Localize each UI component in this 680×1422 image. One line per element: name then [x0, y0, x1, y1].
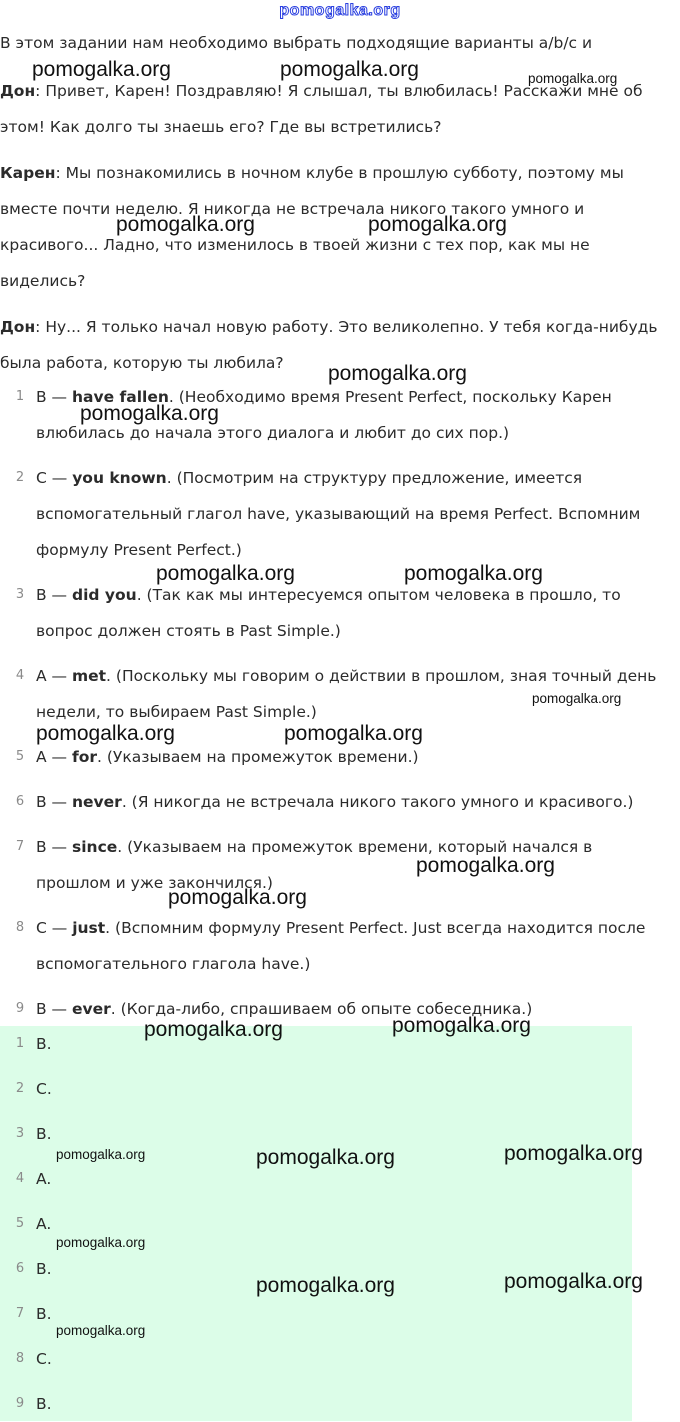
watermark: pomogalka.org: [56, 1235, 146, 1250]
watermark: pomogalka.org: [528, 71, 618, 86]
watermark: pomogalka.org: [32, 58, 171, 81]
item-number: 5: [15, 749, 25, 764]
item-number: 4: [15, 668, 25, 683]
speaker-name: Дон: [0, 318, 36, 336]
watermark: pomogalka.org: [156, 562, 295, 585]
item-number: 6: [15, 794, 25, 809]
item-number: 9: [15, 1001, 25, 1016]
watermark: pomogalka.org: [116, 213, 255, 236]
item-number: 8: [15, 920, 25, 935]
speaker-name: Карен: [0, 164, 56, 182]
watermark: pomogalka.org: [168, 886, 307, 909]
item-number: 1: [15, 389, 25, 404]
site-logo[interactable]: pomogalka.org: [279, 2, 401, 19]
watermark: pomogalka.org: [80, 402, 219, 425]
watermark: pomogalka.org: [56, 1147, 146, 1162]
watermark: pomogalka.org: [504, 1142, 643, 1165]
dialogue-line-don-1-cont: этом! Как долго ты знаешь его? Где вы встретились?: [0, 118, 442, 136]
watermark: pomogalka.org: [404, 562, 543, 585]
item-number: 7: [15, 839, 25, 854]
watermark: pomogalka.org: [280, 58, 419, 81]
watermark: pomogalka.org: [56, 1323, 146, 1338]
dialogue-line-karen-cont: вместе почти неделю. Я никогда не встречала никого такого умного и: [0, 200, 585, 218]
watermark: pomogalka.org: [256, 1146, 395, 1169]
speaker-name: Дон: [0, 82, 36, 100]
watermark: pomogalka.org: [504, 1270, 643, 1293]
intro-text: В этом задании нам необходимо выбрать подходящие варианты a/b/c и: [0, 34, 593, 52]
dialogue-line-don-2-cont: была работа, которую ты любила?: [0, 354, 284, 372]
watermark: pomogalka.org: [284, 722, 423, 745]
dialogue-line-karen: Карен: Мы познакомились в ночном клубе в прошлую субботу, поэтому мы: [0, 164, 624, 182]
dialogue-line-karen-cont: виделись?: [0, 272, 86, 290]
watermark: pomogalka.org: [328, 362, 467, 385]
watermark: pomogalka.org: [532, 691, 622, 706]
watermark: pomogalka.org: [256, 1274, 395, 1297]
item-number: 3: [15, 587, 25, 602]
watermark: pomogalka.org: [392, 1014, 531, 1037]
watermark: pomogalka.org: [36, 722, 175, 745]
watermark: pomogalka.org: [144, 1018, 283, 1041]
item-number: 2: [15, 470, 25, 485]
dialogue-line-don-1: Дон: Привет, Карен! Поздравляю! Я слышал, ты влюбилась! Расскажи мне об: [0, 82, 643, 100]
watermark: pomogalka.org: [368, 213, 507, 236]
dialogue-line-don-2: Дон: Ну... Я только начал новую работу. Это великолепно. У тебя когда-нибудь: [0, 318, 658, 336]
watermark: pomogalka.org: [416, 854, 555, 877]
dialogue-line-karen-cont: красивого... Ладно, что изменилось в твоей жизни с тех пор, как мы не: [0, 236, 590, 254]
